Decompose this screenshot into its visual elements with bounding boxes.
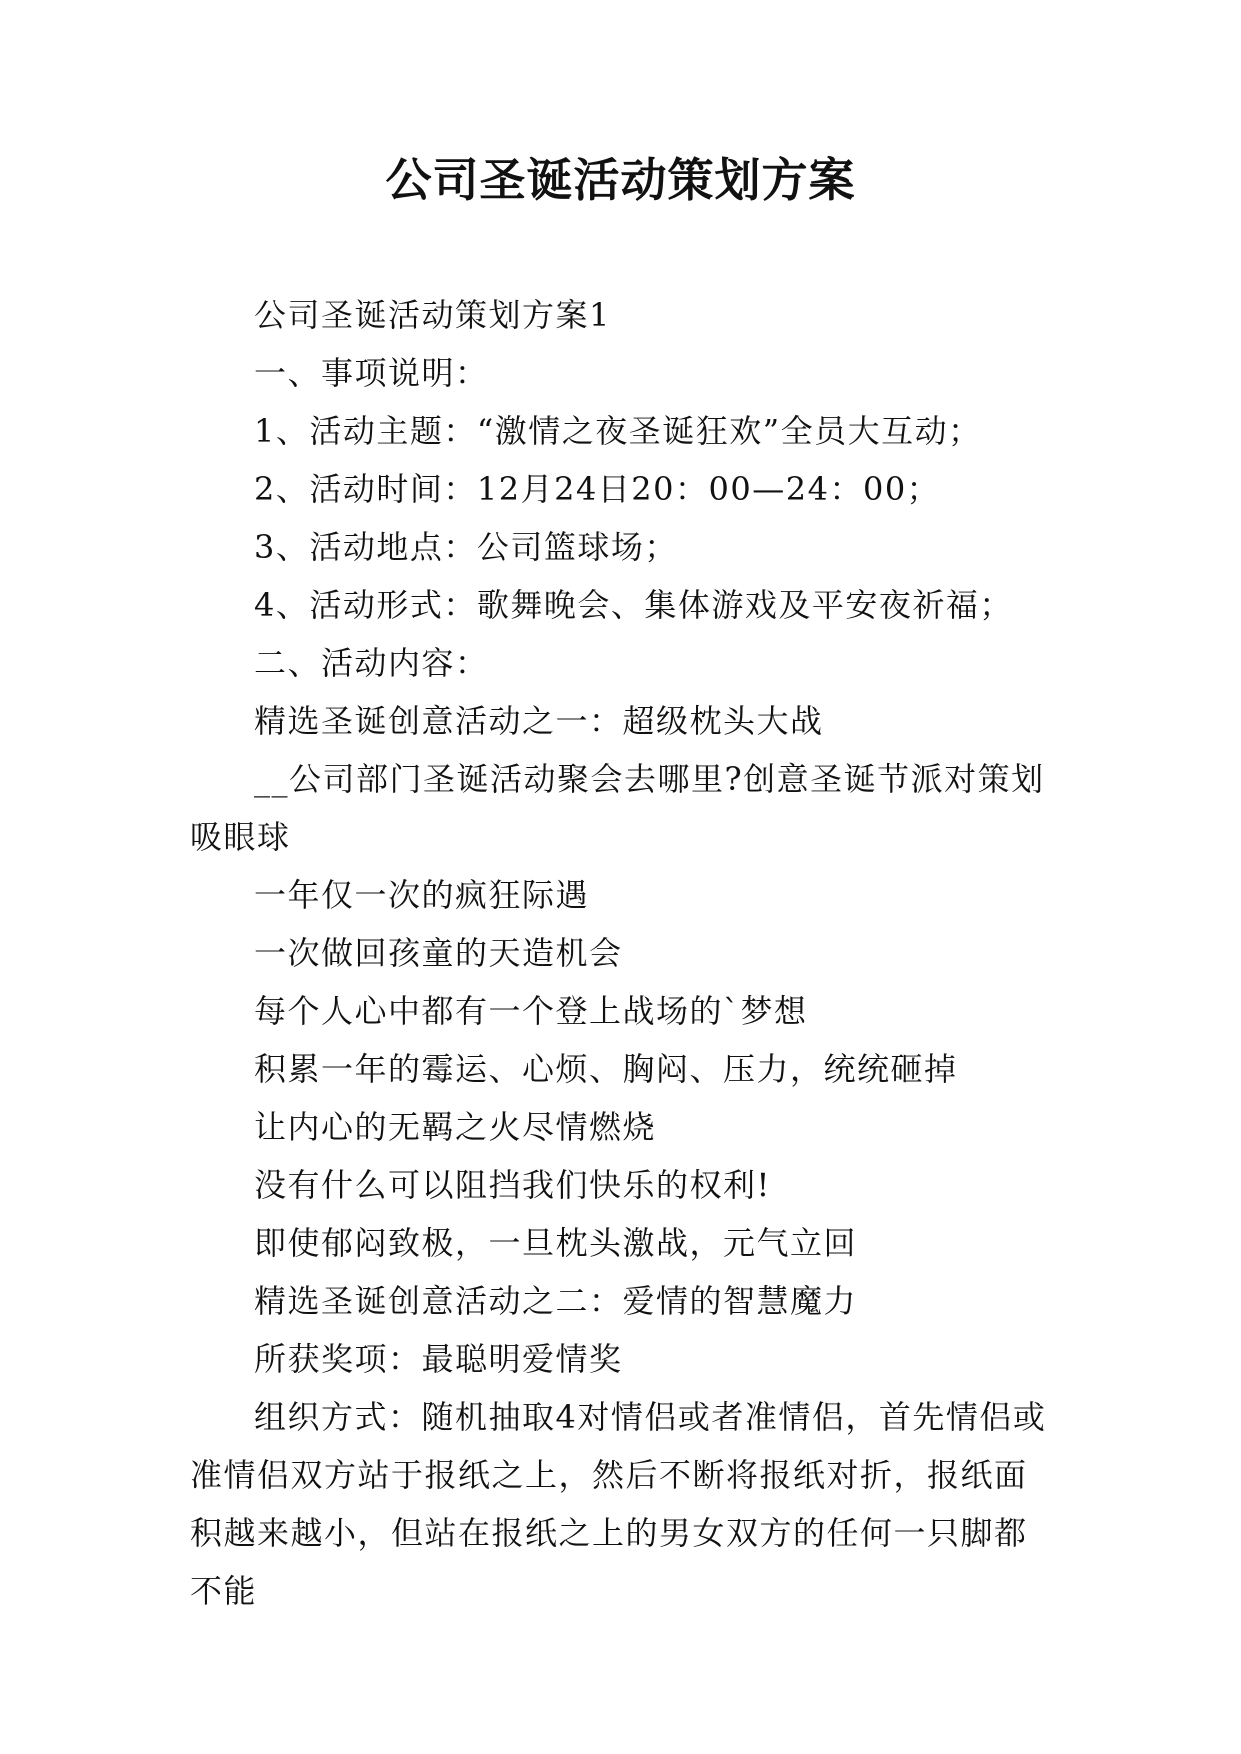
paragraph: 即使郁闷致极，一旦枕头激战，元气立回 [254, 1224, 858, 1262]
paragraph: 公司圣诞活动策划方案1 [254, 296, 611, 334]
paragraph: 2、活动时间：12月24日20：00—24：00； [254, 470, 941, 508]
paragraph: 每个人心中都有一个登上战场的`梦想 [254, 992, 808, 1030]
paragraph: 二、活动内容： [254, 644, 489, 682]
paragraph: 没有什么可以阻挡我们快乐的权利! [254, 1166, 771, 1204]
paragraph: 所获奖项：最聪明爱情奖 [254, 1340, 623, 1378]
paragraph: 精选圣诞创意活动之二：爱情的智慧魔力 [254, 1282, 858, 1320]
document-title: 公司圣诞活动策划方案 [385, 153, 856, 207]
paragraph: 一、事项说明： [254, 354, 489, 392]
paragraph: 4、活动形式：歌舞晚会、集体游戏及平安夜祈福； [254, 586, 1013, 624]
paragraph: 3、活动地点：公司篮球场； [254, 528, 678, 566]
paragraph: 1、活动主题：“激情之夜圣诞狂欢”全员大互动； [254, 412, 982, 450]
paragraph: 组织方式：随机抽取4对情侣或者准情侣，首先情侣或准情侣双方站于报纸之上，然后不断将报纸对折，报纸面积越来越小，但站在报纸之上的男女双方的任何一只脚都不能 [190, 1398, 1047, 1610]
paragraph: 一次做回孩童的天造机会 [254, 934, 623, 972]
paragraph: 积累一年的霉运、心烦、胸闷、压力，统统砸掉 [254, 1050, 958, 1088]
paragraph: 精选圣诞创意活动之一：超级枕头大战 [254, 702, 824, 740]
paragraph: 让内心的无羁之火尽情燃烧 [254, 1108, 657, 1146]
document-body [190, 286, 1052, 1620]
paragraph: 一年仅一次的疯狂际遇 [254, 876, 590, 914]
paragraph: __公司部门圣诞活动聚会去哪里?创意圣诞节派对策划吸眼球 [190, 760, 1045, 856]
